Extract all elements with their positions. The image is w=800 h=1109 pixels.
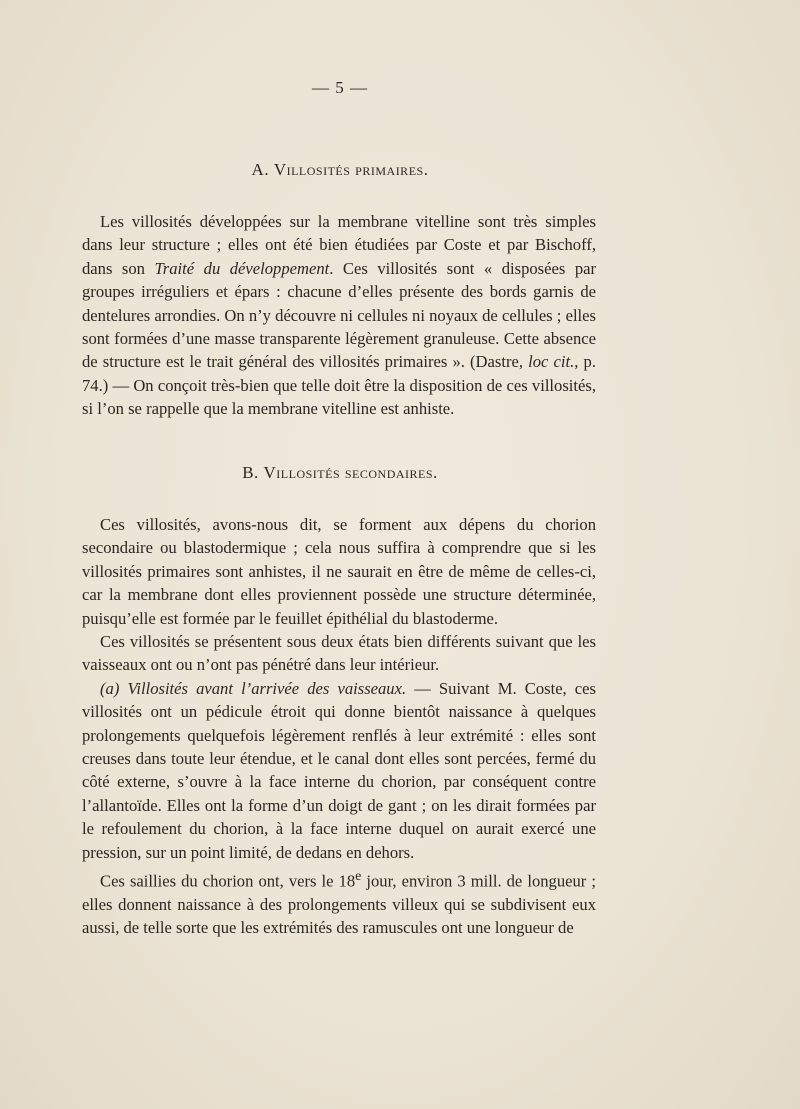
paragraph-text: Ces saillies du chorion ont, vers le 18: [100, 871, 356, 891]
subsection-title-italic: (a) Villosités avant l’arrivée des vaisseaux.: [100, 678, 407, 698]
citation-italic: loc cit.: [528, 352, 575, 372]
section-a-title: Villosités primaires.: [273, 160, 429, 179]
paragraph-text: Ces villosités, avons-nous dit, se forment aux dépens du chorion secondaire ou blastodermique ; cela nous suffira à comprendre que si les villosités primaires sont anhistes, il ne saurait en être de même de celles-ci, car la membrane dont elles proviennent possède une structure déterminée, puisqu’elle est formée par le feuillet épithélial du blastoderme.: [82, 515, 596, 628]
section-b-title: Villosités secondaires.: [263, 463, 438, 482]
paragraph: [82, 630, 596, 677]
section-b-heading: [0, 463, 680, 483]
section-a-body: [82, 210, 596, 421]
section-a-heading: [0, 160, 680, 180]
paragraph-text: , p. 74.) — On conçoit très-bien que telle doit être la disposition de ces villosités, si l’on se rappelle que la membrane vitelline est anhiste.: [82, 352, 596, 419]
paragraph-text: — Suivant M. Coste, ces villosités ont un pédicule étroit qui donne bientôt naissance à quelques prolongements quelquefois légèrement renflés à leur extrémité : elles sont creuses dans toute leur étendue, et le canal dont elles sont percées, fermé du côté externe, s’ouvre à la face interne du chorion, par conséquent contre l’allantoïde. Elles ont la forme d’un doigt de gant ; on les dirait formées par le refoulement du chorion, à la face interne duquel on aurait exercé une pression, sur un point limité, de dedans en dehors.: [82, 678, 596, 862]
superscript: e: [355, 868, 362, 884]
paragraph-text: Les villosités développées sur la membrane vitelline sont très simples dans leur structure ; elles ont été bien étudiées par Coste et par Bischoff, dans son: [82, 212, 596, 278]
paragraph: [82, 210, 596, 421]
section-b-letter: B.: [242, 463, 259, 482]
paragraph: [82, 677, 596, 864]
paragraph: [82, 864, 596, 940]
paragraph: [82, 513, 596, 630]
paragraph-text: jour, environ 3 mill. de longueur ; elles donnent naissance à des prolongements villeux qui se subdivisent eux aussi, de telle sorte que les extrémités des ramuscules ont une longueur de: [82, 871, 596, 938]
section-a-letter: A.: [251, 160, 270, 179]
book-title-italic: Traité du développement: [154, 258, 330, 278]
paragraph-text: . Ces villosités sont « disposées par groupes irréguliers et épars : chacune d’elles présente des bords garnis de dentelures arrondies. On n’y découvre ni cellules ni noyaux de cellules ; elles sont formées d’une masse transparente légèrement granuleuse. Cette absence de structure est le trait général des villosités primaires ». (Dastre,: [82, 258, 597, 372]
paragraph-text: Ces villosités se présentent sous deux états bien différents suivant que les vaisseaux ont ou n’ont pas pénétré dans leur intérieur.: [82, 632, 596, 675]
page-number: — 5 —: [312, 78, 368, 97]
section-b-body: [82, 513, 596, 940]
